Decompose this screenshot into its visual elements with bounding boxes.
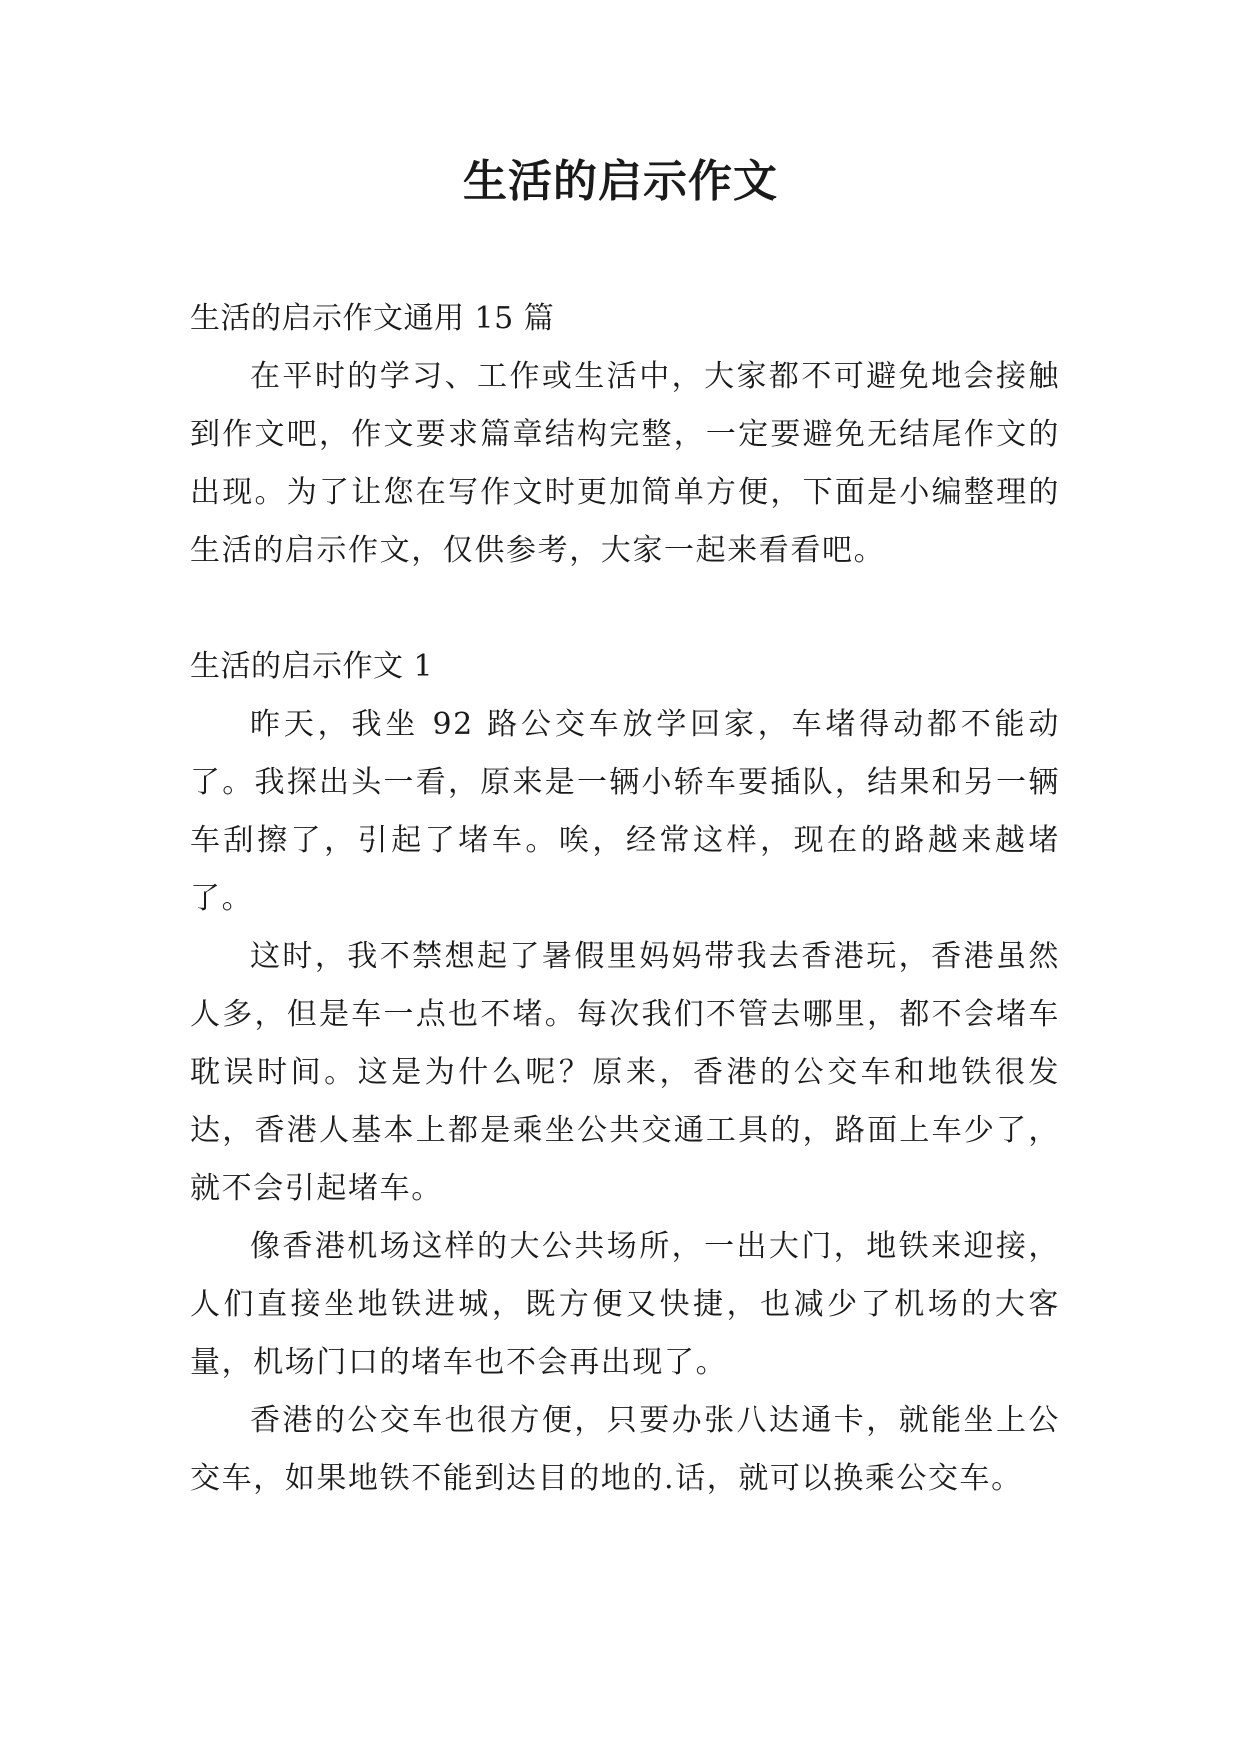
document-body — [190, 290, 1060, 1508]
section-spacer — [190, 580, 1060, 638]
body-paragraph: 香港的公交车也很方便，只要办张八达通卡，就能坐上公交车，如果地铁不能到达目的地的.话，就可以换乘公交车。 — [190, 1403, 1060, 1496]
document-title: 生活的启示作文 — [463, 156, 778, 207]
body-paragraph: 这时，我不禁想起了暑假里妈妈带我去香港玩，香港虽然人多，但是车一点也不堵。每次我们不管去哪里，都不会堵车耽误时间。这是为什么呢？原来，香港的公交车和地铁很发达，香港人基本上都是乘坐公共交通工具的，路面上车少了，就不会引起堵车。 — [190, 939, 1060, 1206]
body-paragraph: 像香港机场这样的大公共场所，一出大门，地铁来迎接，人们直接坐地铁进城，既方便又快捷，也减少了机场的大客量，机场门口的堵车也不会再出现了。 — [190, 1229, 1060, 1380]
section-heading: 生活的启示作文 1 — [190, 649, 434, 684]
intro-paragraph: 在平时的学习、工作或生活中，大家都不可避免地会接触到作文吧，作文要求篇章结构完整，一定要避免无结尾作文的出现。为了让您在写作文时更加简单方便，下面是小编整理的生活的启示作文，仅供参考，大家一起来看看吧。 — [190, 359, 1060, 568]
document-subtitle: 生活的启示作文通用 15 篇 — [190, 301, 555, 336]
body-paragraph: 昨天，我坐 92 路公交车放学回家，车堵得动都不能动了。我探出头一看，原来是一辆小轿车要插队，结果和另一辆车刮擦了，引起了堵车。唉，经常这样，现在的路越来越堵了。 — [190, 707, 1060, 916]
